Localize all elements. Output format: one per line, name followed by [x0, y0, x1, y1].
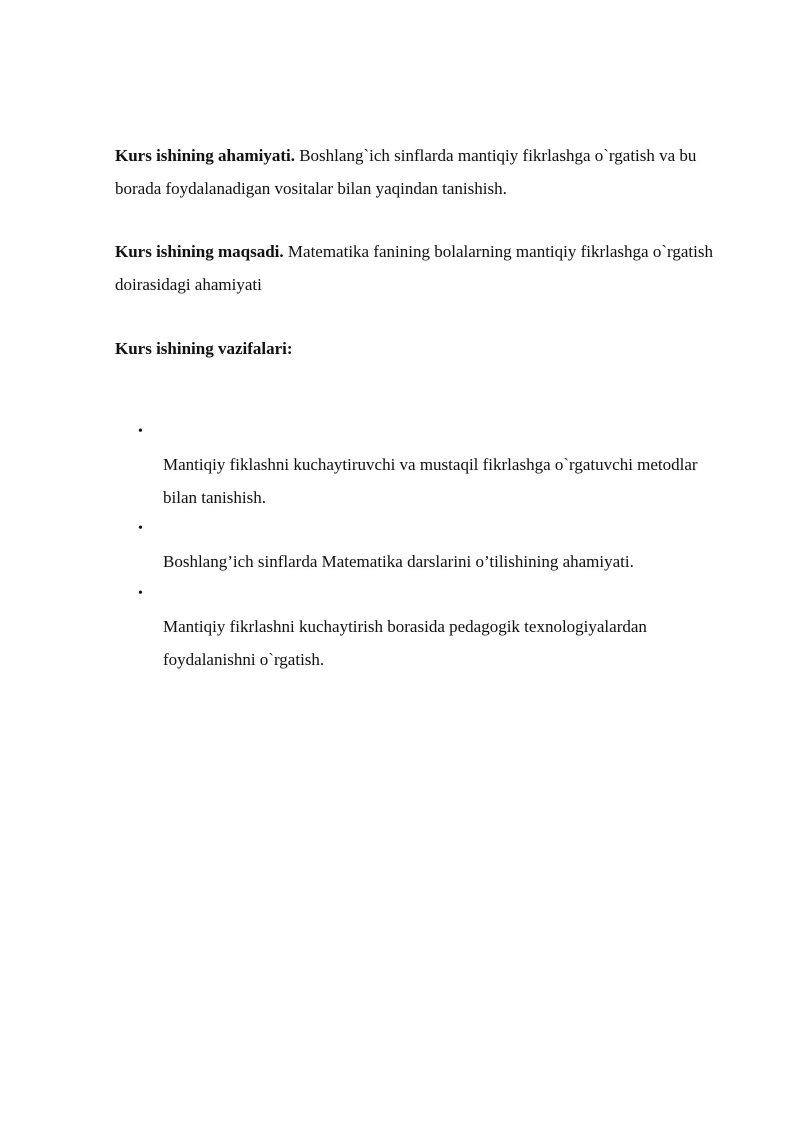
heading-tasks: Kurs ishining vazifalari:: [115, 339, 293, 358]
text-importance: Boshlang`ich sinflarda mantiqiy fikrlashga o`rgatish va bu borada foydalanadigan vositalar bilan yaqindan tanishish.: [115, 146, 697, 198]
task-item-3: Mantiqiy fikrlashni kuchaytirish borasida pedagogik texnologiyalardan foydalanishni o`rgatish.: [163, 617, 647, 669]
bullet-icon: •: [138, 521, 143, 536]
task-item-2: Boshlang’ich sinflarda Matematika darslarini o’tilishining ahamiyati.: [163, 552, 634, 571]
paragraph-goal: [115, 235, 745, 301]
paragraph-importance: [115, 139, 745, 205]
task-item-1: Mantiqiy fiklashni kuchaytiruvchi va mustaqil fikrlashga o`rgatuvchi metodlar bilan tanishish.: [163, 455, 698, 507]
paragraph-tasks: [115, 332, 745, 365]
bullet-icon: •: [138, 424, 143, 439]
bullet-icon: •: [138, 586, 143, 601]
heading-importance: Kurs ishining ahamiyati.: [115, 146, 295, 165]
text-goal: Matematika fanining bolalarning mantiqiy fikrlashga o`rgatish doirasidagi ahamiyati: [115, 242, 713, 294]
heading-goal: Kurs ishining maqsadi.: [115, 242, 284, 261]
